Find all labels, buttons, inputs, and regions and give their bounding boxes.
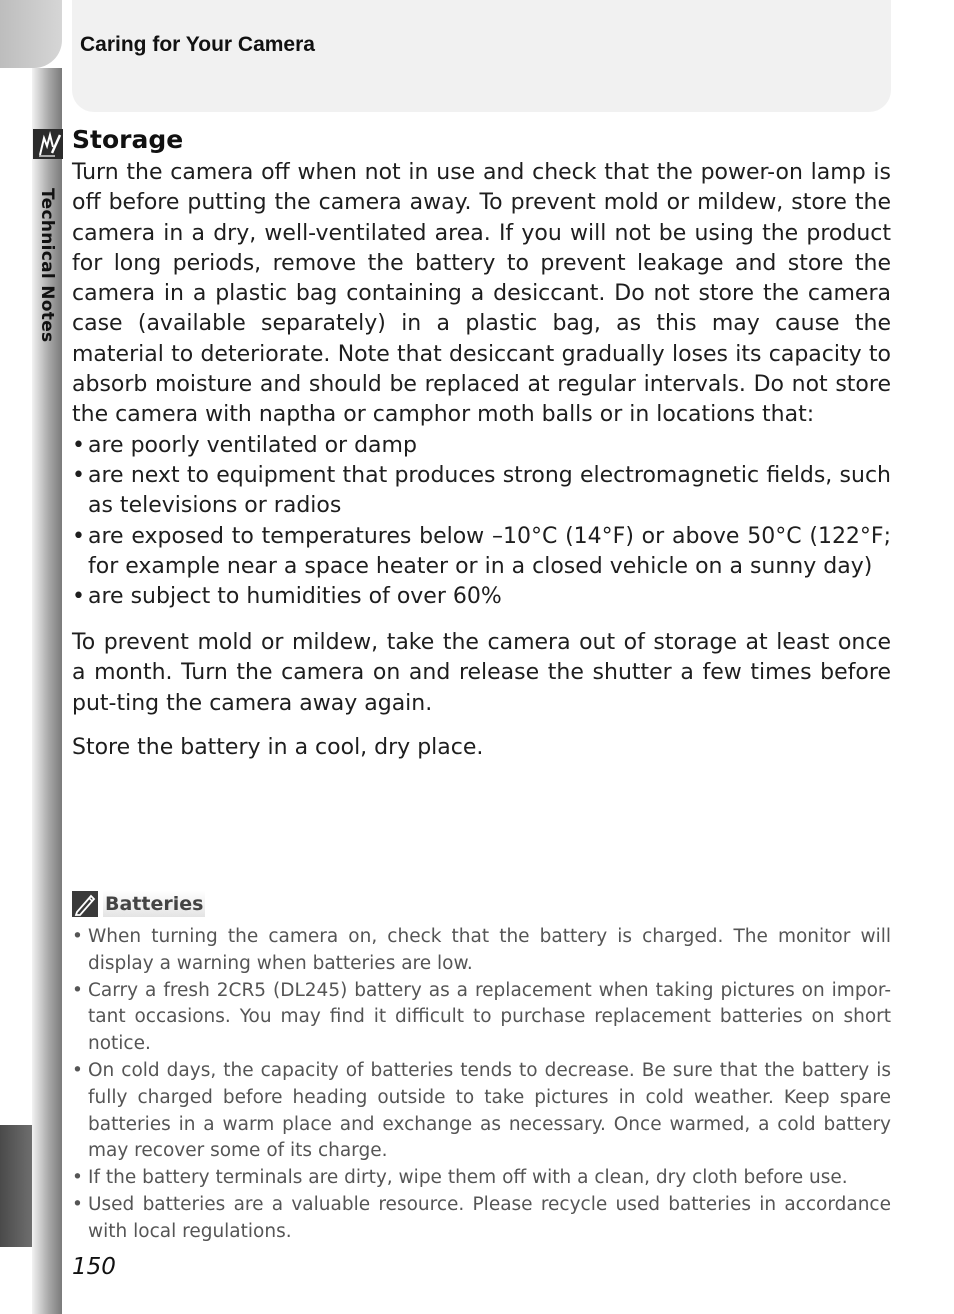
storage-intro-paragraph: Turn the camera off when not in use and check that the power-on lamp is off before putting the camera away. To prevent mold or mildew, store the camera in a dry, well-ventilated area. If you will not be using the product for long periods, remove the battery to prevent leakage and store the camera in a plastic bag containing a desiccant. Do not store the camera case (available separately) in a plastic bag, as this may cause the material to deteriorate. Note that desiccant gradually loses its capacity to absorb moisture and should be replaced at regular intervals. Do not store the camera with naptha or camphor moth balls or in locations that:	[72, 160, 891, 428]
corner-tab	[0, 0, 62, 68]
side-tab-label: Technical Notes	[37, 188, 57, 343]
list-item: • When turning the camera on, check that the battery is charged. The monitor will display a warning when batteries are low.	[72, 924, 891, 978]
note-title-batteries: Batteries	[105, 893, 204, 915]
side-dark-block	[0, 1125, 32, 1247]
storage-paragraph-3-block	[72, 733, 891, 763]
list-item: • On cold days, the capacity of batteries tends to decrease. Be sure that the battery is fully charged before heading outside to take pictures in cold weather. Keep spare batteries in a warm place and exchange as necessary. Once warmed, a cold battery may recover some of its charge.	[72, 1058, 891, 1165]
storage-body	[72, 158, 891, 612]
leaf-pencil-icon	[33, 129, 63, 159]
note-pencil-icon	[72, 891, 98, 917]
list-item: • are subject to humidities of over 60%	[72, 582, 891, 612]
list-item: • Used batteries are a valuable resource. Please recycle used batteries in accordance with local regulations.	[72, 1192, 891, 1246]
section-title-storage: Storage	[72, 125, 184, 154]
list-item: • If the battery terminals are dirty, wipe them off with a clean, dry cloth before use.	[72, 1165, 891, 1192]
batteries-note-list	[72, 924, 891, 1246]
header-title: Caring for Your Camera	[80, 33, 315, 56]
page-number: 150	[72, 1254, 116, 1280]
storage-paragraph-3: Store the battery in a cool, dry place.	[72, 735, 484, 760]
list-item: • are poorly ventilated or damp	[72, 431, 891, 461]
list-item: • are next to equipment that produces strong electromagnetic fields, such as televisions or radios	[72, 461, 891, 522]
storage-bullet-list	[72, 431, 891, 613]
storage-paragraph-2: To prevent mold or mildew, take the camera out of storage at least once a month. Turn the camera on and release the shutter a few times before put-ting the camera away again.	[72, 630, 891, 716]
list-item: • Carry a fresh 2CR5 (DL245) battery as a replacement when taking pictures on impor-tant occasions. You may find it difficult to purchase replacement batteries on short notice.	[72, 978, 891, 1058]
list-item: • are exposed to temperatures below –10°C (14°F) or above 50°C (122°F; for example near a space heater or in a closed vehicle on a sunny day)	[72, 522, 891, 583]
storage-paragraph-2-block	[72, 628, 891, 719]
